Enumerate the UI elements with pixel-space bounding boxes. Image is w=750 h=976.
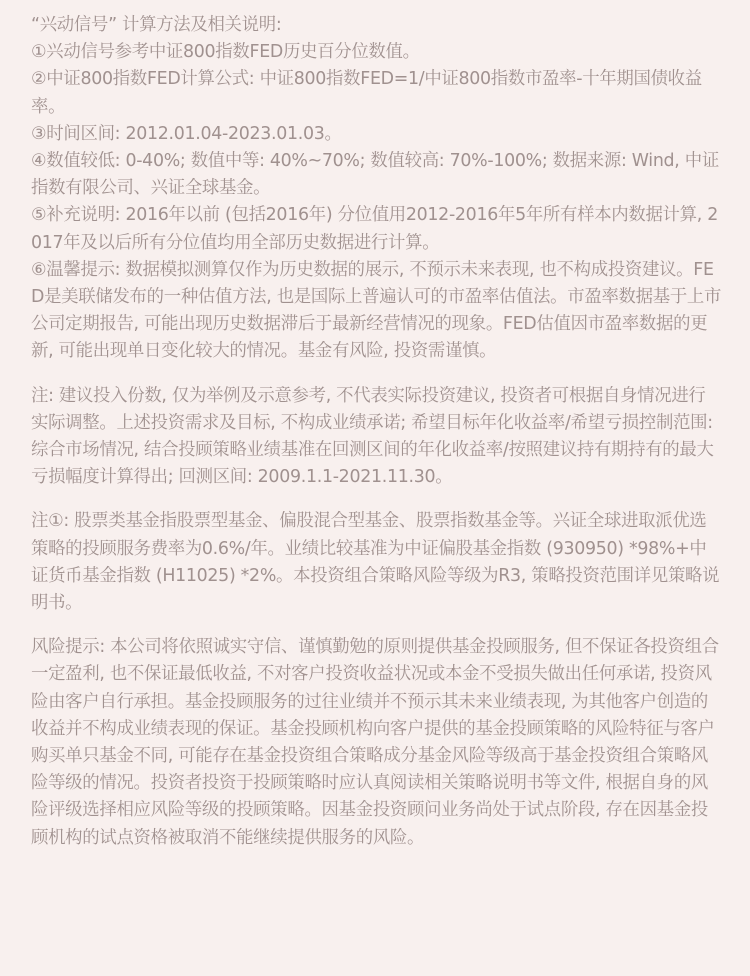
signal-item-2: ②中证800指数FED计算公式: 中证800指数FED=1/中证800指数市盈率-十年期国债收益率。 (31, 69, 702, 117)
signal-item-5: ⑤补充说明: 2016年以前 (包括2016年) 分位值用2012-2016年5年所有样本内数据计算, 2017年及以后所有分位值均用全部历史数据进行计算。 (31, 205, 718, 253)
signal-explanation (31, 12, 722, 366)
signal-heading: “兴动信号” 计算方法及相关说明: (31, 15, 282, 35)
signal-item-4: ④数值较低: 0-40%; 数值中等: 40%~70%; 数值较高: 70%-100%; 数据来源: Wind, 中证指数有限公司、兴证全球基金。 (31, 151, 719, 199)
signal-item-3: ③时间区间: 2012.01.04-2023.01.03。 (31, 123, 342, 144)
signal-item-1: ①兴动信号参考中证800指数FED历史百分位数值。 (31, 42, 420, 63)
signal-item-6: ⑥温馨提示: 数据模拟测算仅作为历史数据的展示, 不预示未来表现, 也不构成投资建议。FED是美联储发布的一种估值方法, 也是国际上普遍认可的市盈率估值法。市盈率数据基于上市公司定期报告, 可能出现历史数据滞后于最新经营情况的现象。FED估值因市盈率数据的更新, 可能出现单日变化较大的情况。基金有风险, 投资需谨慎。 (31, 259, 722, 362)
investment-note: 注: 建议投入份数, 仅为举例及示意参考, 不代表实际投资建议, 投资者可根据自身情况进行实际调整。上述投资需求及目标, 不构成业绩承诺; 希望目标年化收益率/希望亏损控制范围: 综合市场情况, 结合投顾策略业绩基准在回测区间的年化收益率/按照建议持有期持有的最大亏损幅度计算得出; 回测区间: 2009.1.1-2021.11.30。 (31, 385, 714, 488)
risk-disclosure: 风险提示: 本公司将依照诚实守信、谨慎勤勉的原则提供基金投顾服务, 但不保证各投资组合一定盈利, 也不保证最低收益, 不对客户投资收益状况或本金不受损失做出任何承诺, 投资风险由客户自行承担。基金投顾服务的过往业绩并不预示其未来业绩表现, 为其他客户创造的收益并不构成业绩表现的保证。基金投顾机构向客户提供的基金投顾策略的风险特征与客户购买单只基金不同, 可能存在基金投资组合策略成分基金风险等级高于基金投资组合策略风险等级的情况。投资者投资于投顾策略时应认真阅读相关策略说明书等文件, 根据自身的风险评级选择相应风险等级的投顾策略。因基金投资顾问业务尚处于试点阶段, 存在因基金投顾机构的试点资格被取消不能继续提供服务的风险。 (31, 637, 719, 848)
fund-note: 注①: 股票类基金指股票型基金、偏股混合型基金、股票指数基金等。兴证全球进取派优选策略的投顾服务费率为0.6%/年。业绩比较基准为中证偏股基金指数 (930950) *98%+中证货币基金指数 (H11025) *2%。本投资组合策略风险等级为R3, 策略投资范围详见策略说明书。 (31, 511, 720, 614)
